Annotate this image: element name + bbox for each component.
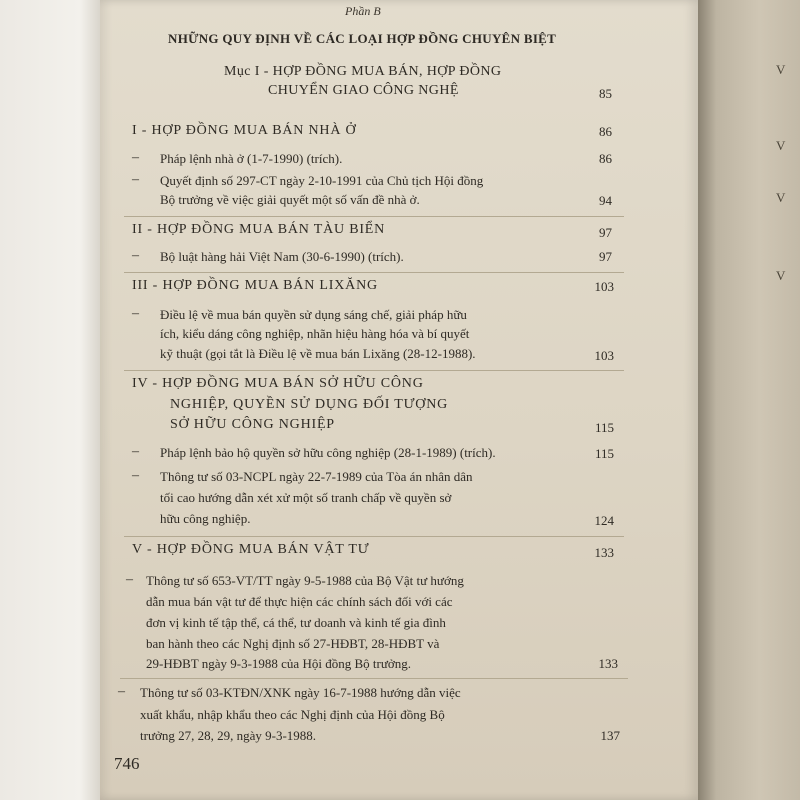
section-page: 103 [594,279,614,294]
part-label: Phần B [345,4,381,18]
toc-dash: – [132,248,139,263]
section-page: 115 [594,420,614,435]
page-heading: NHỮNG QUY ĐỊNH VỀ CÁC LOẠI HỢP ĐỒNG CHUYÊN BIỆT [168,31,557,46]
toc-dash: – [126,572,133,587]
muc-page: 85 [599,86,612,101]
divider [120,678,628,679]
toc-entry: xuất khẩu, nhập khẩu theo các Nghị định của Hội đồng Bộ [140,707,445,722]
toc-entry: Điều lệ về mua bán quyền sử dụng sáng chế, giải pháp hữu [160,307,467,322]
section-page: 86 [599,124,612,139]
section-title: III - HỢP ĐỒNG MUA BÁN LIXĂNG [132,278,378,293]
toc-entry: Quyết định số 297-CT ngày 2-10-1991 của Chủ tịch Hội đồng [160,173,484,188]
toc-entry-page: 124 [594,513,614,528]
muc-title-line1: Mục I - HỢP ĐỒNG MUA BÁN, HỢP ĐỒNG [224,64,502,79]
next-page-letter: V [776,268,786,283]
toc-dash: – [132,444,139,459]
toc-entry-page: 97 [599,249,612,264]
muc-title-line2: CHUYỂN GIAO CÔNG NGHỆ [268,83,459,98]
toc-entry: Bộ luật hàng hải Việt Nam (30-6-1990) (trích). [160,249,404,264]
divider [124,216,624,217]
toc-entry: Thông tư số 03-KTĐN/XNK ngày 16-7-1988 hướng dẫn việc [140,685,461,700]
toc-entry: Pháp lệnh nhà ở (1-7-1990) (trích). [160,151,343,166]
divider [124,536,624,537]
toc-entry: 29-HĐBT ngày 9-3-1988 của Hội đồng Bộ trưởng. [146,656,411,671]
toc-entry-page: 103 [594,348,614,363]
toc-entry: trưởng 27, 28, 29, ngày 9-3-1988. [140,728,317,743]
divider [124,370,624,371]
toc-entry: ích, kiểu dáng công nghiệp, nhãn hiệu hàng hóa và bí quyết [160,326,470,341]
toc-dash: – [132,306,139,321]
toc-dash: – [132,468,139,483]
section-title: NGHIỆP, QUYỀN SỬ DỤNG ĐỐI TƯỢNG [170,397,449,412]
toc-entry-page: 133 [598,656,618,671]
toc-entry: ban hành theo các Nghị định số 27-HĐBT, 28-HĐBT và [146,636,440,651]
toc-entry-page: 94 [599,193,612,208]
toc-entry: hữu công nghiệp. [160,511,251,526]
toc-dash: – [132,172,139,187]
previous-page-strip [0,0,100,800]
toc-dash: – [118,684,125,699]
toc-dash: – [132,150,139,165]
next-page-letter: V [776,62,786,77]
section-page: 133 [594,545,614,560]
section-title: IV - HỢP ĐỒNG MUA BÁN SỞ HỮU CÔNG [132,376,424,391]
toc-entry-page: 86 [599,151,612,166]
page-number: 746 [114,754,140,773]
section-title: I - HỢP ĐỒNG MUA BÁN NHÀ Ở [132,123,357,138]
section-title: SỞ HỮU CÔNG NGHIỆP [170,417,335,432]
toc-entry: Bộ trưởng về việc giải quyết một số vấn đề nhà ở. [160,192,420,207]
toc-entry: tối cao hướng dẫn xét xử một số tranh chấp về quyền sở [160,490,452,505]
toc-entry: kỹ thuật (gọi tắt là Điều lệ về mua bán Lixăng (28-12-1988). [160,346,476,361]
section-title: II - HỢP ĐỒNG MUA BÁN TÀU BIỂN [132,222,386,237]
next-page-edge [698,0,800,800]
toc-entry: Thông tư số 653-VT/TT ngày 9-5-1988 của Bộ Vật tư hướng [146,573,464,588]
toc-entry: Thông tư số 03-NCPL ngày 22-7-1989 của Tòa án nhân dân [160,469,473,484]
toc-entry-page: 115 [594,446,614,461]
divider [124,272,624,273]
toc-entry-page: 137 [600,728,620,743]
next-page-letter: V [776,190,786,205]
toc-entry: dẫn mua bán vật tư để thực hiện các chính sách đối với các [146,594,453,609]
section-title: V - HỢP ĐỒNG MUA BÁN VẬT TƯ [132,542,370,557]
toc-entry: Pháp lệnh bảo hộ quyền sở hữu công nghiệp (28-1-1989) (trích). [160,445,496,460]
section-page: 97 [599,225,612,240]
toc-entry: đơn vị kinh tế tập thể, cá thể, tư doanh và kinh tế gia đình [146,615,446,630]
next-page-letter: V [776,138,786,153]
